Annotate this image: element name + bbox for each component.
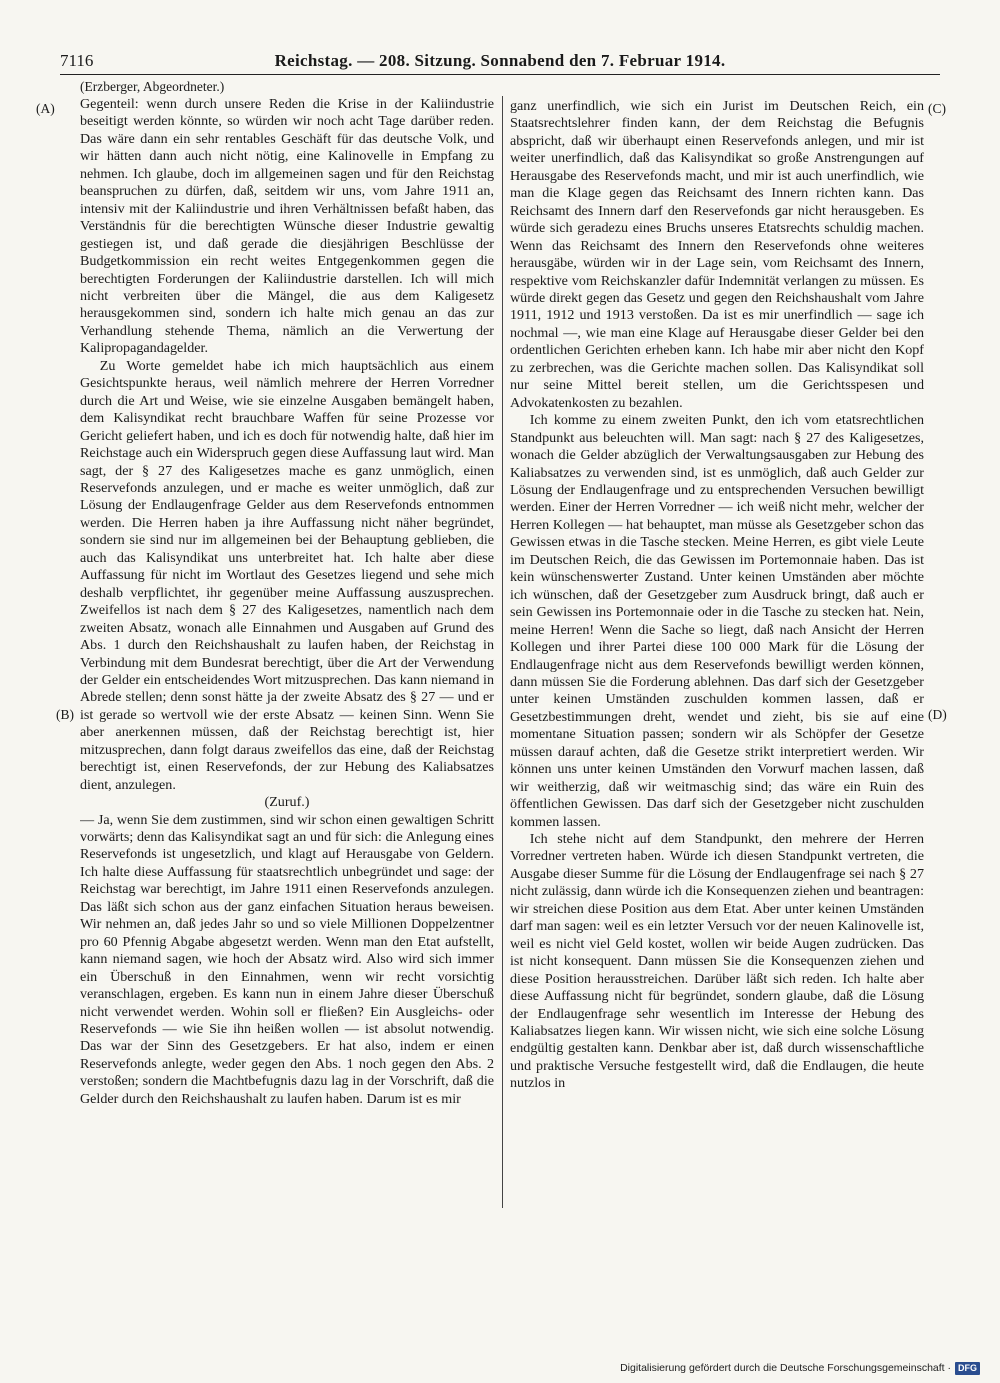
page-header: [60, 48, 940, 74]
paragraph: Ich komme zu einem zweiten Punkt, den ich vom etatsrechtlichen Standpunkt aus beleuchten will. Man sagt: nach § 27 des Kaligesetzes, wonach die Gelder abzüglich der Verwaltungsausgaben zur Hebung des Kaliabsatzes zu verwenden sind, ist es unmöglich, daß auch Gelder zur Lösung der Endlaugenfrage und zu entsprechenden Versuchen bewilligt werden. Einer der Herren Vorredner — ich weiß nicht mehr, welcher der Herren Kollegen — hat behauptet, man müsse als Gesetzgeber schon das Gewissen etwas in die Tasche stecken. Meine Herren, es gibt viele Leute im Deutschen Reich, die das Gewissen im Portemonnaie haben. Das ist kein wünschenswerter Zustand. Unter keinen Umständen aber möchte ich wünschen, daß der Gesetzgeber zum Ausdruck bringt, daß auch er sein Gewissen ins Portemonnaie oder in die Tasche zu stecken hat. Nein, meine Herren! Wenn die Sache so liegt, daß nach Ansicht der Herren Kollegen und ihrer Partei diese 100 000 Mark für die Lösung der Endlaugenfrage nicht aus dem Reservefonds bewilligt werden können, dann müssen Sie die Forderung ablehnen. Das darf sich der Gesetzgeber unter keinen Umständen zuschulden kommen lassen, daß er Gesetzbestimmungen dreht, wendet und zieht, bis sie auf eine momentane Situation passen; sondern wir als Schöpfer der Gesetze müssen darauf achten, daß die Gesetze strikt interpretiert werden. Wir können uns unter keinen Umständen den Vorwurf machen lassen, daß wir weitherzig, daß wir weitmaschig sind; das wäre ein Ruin des öffentlichen Gewissen. Das darf sich der Gesetzgeber nicht zuschulden kommen lassen.: [510, 412, 924, 830]
running-head: Reichstag. — 208. Sitzung. Sonnabend den 7. Februar 1914.: [274, 51, 726, 70]
paragraph: Ich stehe nicht auf dem Standpunkt, den mehrere der Herren Vorredner vertreten haben. Würde ich diesen Standpunkt vertreten, die Ausgabe dieser Summe für die Lösung der Endlaugenfrage sei nach § 27 nicht zulässig, dann würde ich die Konsequenzen ziehen und beantragen: wir streichen diese Position aus dem Etat. Aber unter keinen Umständen darf man sagen: weil es ein letzter Versuch vor der neuen Kalinovelle ist, weil es nicht viel Geld kostet, wollen wir beide Augen zudrücken. Das ist nicht konsequent. Dann müssen Sie die Konsequenzen ziehen und diese Position herausstreichen. Darüber läßt sich reden. Ich halte aber diese Auffassung nicht für begründet, sondern glaube, daß die Lösung der Endlaugenfrage sehr wesentlich im Interesse der Hebung des Kaliabsatzes liegen kann. Wir wissen nicht, wie sich eine solche Lösung endgültig gestalten kann. Denkbar aber ist, daß durch wissenschaftliche und praktische Versuche festgestellt wird, daß die Endlaugen, die heute nutzlos in: [510, 831, 924, 1092]
right-column: [510, 98, 924, 1208]
margin-mark-d: (D): [928, 707, 947, 722]
paragraph: Zu Worte gemeldet habe ich mich hauptsächlich aus einem Gesichtspunkte heraus, weil nämlich mehrere der Herren Vorredner durch die Art und Weise, wie sie einzelne Ausgaben bemängelt haben, dem Kalisyndikat recht brauchbare Waffen für seine Prozesse vor Gericht geliefert haben, und ich es doch für notwendig halte, daß hier im Reichstage auch ein Widerspruch gegen diese Auffassung laut wird. Man sagt, der § 27 des Kaligesetzes mache es ganz unmöglich, einen Reservefonds anzulegen, und er mache es weiter unmöglich, daß zur Lösung der Endlaugenfrage Gelder aus dem Reservefonds entnommen werden. Die Herren haben ja ihre Auffassung nicht näher begründet, sondern sie sind nur im allgemeinen bei der Behauptung geblieben, die auch das Kalisyndikat uns unterbreitet hat. Ich halte aber diese Auffassung für nicht im Wortlaut des Gesetzes liegend und sehe mich deshalb verpflichtet, ihr gegenüber meine Auffassung auszusprechen. Zweifellos ist nach dem § 27 des Kaligesetzes, namentlich nach dem zweiten Absatz, wonach alle Einnahmen und Ausgaben auf Grund des Abs. 1 durch den Reichshaushalt zu laufen haben, der Reichstag in Verbindung mit dem Bundesrat berechtigt, über die Art der Verwendung der Gelder ein entscheidendes Wort mitzusprechen. Das kann niemand in Abrede stellen; denn sonst hätte ja der zweite Absatz des § 27 — und er ist gerade so wertvoll wie der erste Absatz — keinen Sinn. Wenn Sie aber anerkennen müssen, daß der Reichstag berechtigt ist, hier mitzusprechen, dann folgt daraus zweifellos das eine, daß der Reichstag berechtigt ist, einen Reservefonds, der zur Hebung des Kaliabsatzes dient, anzulegen.: [80, 357, 494, 793]
left-column: [80, 96, 494, 1208]
paragraph: Gegenteil: wenn durch unsere Reden die Krise in der Kaliindustrie beseitigt werden könnte, so würden wir noch acht Tage darüber reden. Das wäre dann ein sehr rentables Geschäft für das deutsche Volk, und wir hätten dann auch nicht nötig, eine Kalinovelle in Empfang zu nehmen. Ich glaube, doch im allgemeinen sagen und für den Reichstag beanspruchen zu dürfen, daß, seitdem wir uns, vom Jahre 1911 an, intensiv mit der Kaliindustrie und ihren Verhältnissen befaßt haben, das Verständnis für die berechtigten Wünsche dieser Industrie gewaltig gestiegen ist, und daß gerade die diesjährigen Beschlüsse der Budgetkommission ein recht weites Entgegenkommen gegen die berechtigten Forderungen der Kaliindustrie darstellen. Ich will mich nicht verbreiten über die Mängel, die aus dem Kaligesetz herausgekommen sind, sondern ich halte mich genau an das zur Verhandlung stehende Thema, nämlich an die Verwertung der Kalipropagandagelder.: [80, 96, 494, 357]
margin-mark-c: (C): [928, 101, 946, 116]
margin-mark-b: (B): [56, 707, 74, 722]
footer: [620, 1360, 980, 1376]
speaker-label: (Erzberger, Abgeordneter.): [80, 79, 225, 94]
page-number: 7116: [60, 51, 94, 70]
footer-credit: Digitalisierung gefördert durch die Deutsche Forschungsgemeinschaft ·: [620, 1362, 951, 1374]
paragraph: ganz unerfindlich, wie sich ein Jurist im Deutschen Reich, ein Staatsrechtslehrer finden kann, der dem Reichstag die Befugnis abspricht, daß wir überhaupt einen Reservefonds anlegen, und mir ist weiter unerfindlich, daß das Kalisyndikat so große Anstrengungen auf Herausgabe des Reservefonds macht, und mir ist auch unerfindlich, wie man die Klage gegen das Reichsamt des Innern richten kann. Das Reichsamt des Innern darf den Reservefonds gar nicht herausgeben. Es würde sich geradezu eines Bruchs unseres Etatsrechts schuldig machen. Wenn das Reichsamt des Innern den Reservefonds ohne weiteres herausgäbe, würden wir in der Lage sein, vom Reichsamt des Innern, respektive vom Reichskanzler dafür Indemnität verlangen zu müssen. Es würde direkt gegen das Gesetz und gegen den Reichshaushalt vom Jahre 1911, 1912 und 1913 verstoßen. Da ist es mir unerfindlich — sage ich nochmal —, wie man eine Klage auf Herausgabe dieser Gelder bei den ordentlichen Gerichten erheben kann. Ich habe mir aber nicht den Kopf zu zerbrechen, was die Gerichte machen sollen. Das Kalisyndikat soll nur seine Mittel bereit stellen, um die Gerichtsspesen und Advokatenkosten zu bezahlen.: [510, 98, 924, 411]
dfg-logo: DFG: [955, 1362, 980, 1375]
column-divider: [502, 96, 503, 1208]
paragraph: — Ja, wenn Sie dem zustimmen, sind wir schon einen gewaltigen Schritt vorwärts; denn das Kalisyndikat sagt an und für sich: die Anlegung eines Reservefonds ist ungesetzlich, und klagt auf Herausgabe von Geldern. Ich halte diese Auffassung für staatsrechtlich unbegründet und sage: der Reichstag war berechtigt, im Jahre 1911 einen Reservefonds anzulegen. Das läßt sich schon aus der ganz einfachen Situation heraus beweisen. Wir nehmen an, daß jedes Jahr so und so viele Millionen Doppelzentner pro 60 Pfennig Abgabe abgesetzt werden. Wenn man den Etat aufstellt, kann niemand sagen, wie hoch der Absatz wird. Also wird sich immer ein Überschuß in den Einnahmen, wenn wir recht vorsichtig veranschlagen, ergeben. Es kann nun in einem Jahre dieser Überschuß nicht verwendet werden. Wohin soll er fließen? Ein Ausgleichs- oder Reservefonds — wie Sie ihn heißen wollen — ist absolut notwendig. Das war der Sinn des Gesetzgebers. Er hat also, indem er einen Reservefonds anlegte, weder gegen den Abs. 1 noch gegen den Abs. 2 verstoßen; sondern die Machtbefugnis dazu lag in der Vorschrift, daß die Gelder durch den Reichshaushalt zu laufen haben. Darum ist es mir: [80, 811, 494, 1107]
margin-mark-a: (A): [36, 101, 55, 116]
interjection: (Zuruf.): [264, 794, 310, 811]
header-rule: [60, 74, 940, 75]
